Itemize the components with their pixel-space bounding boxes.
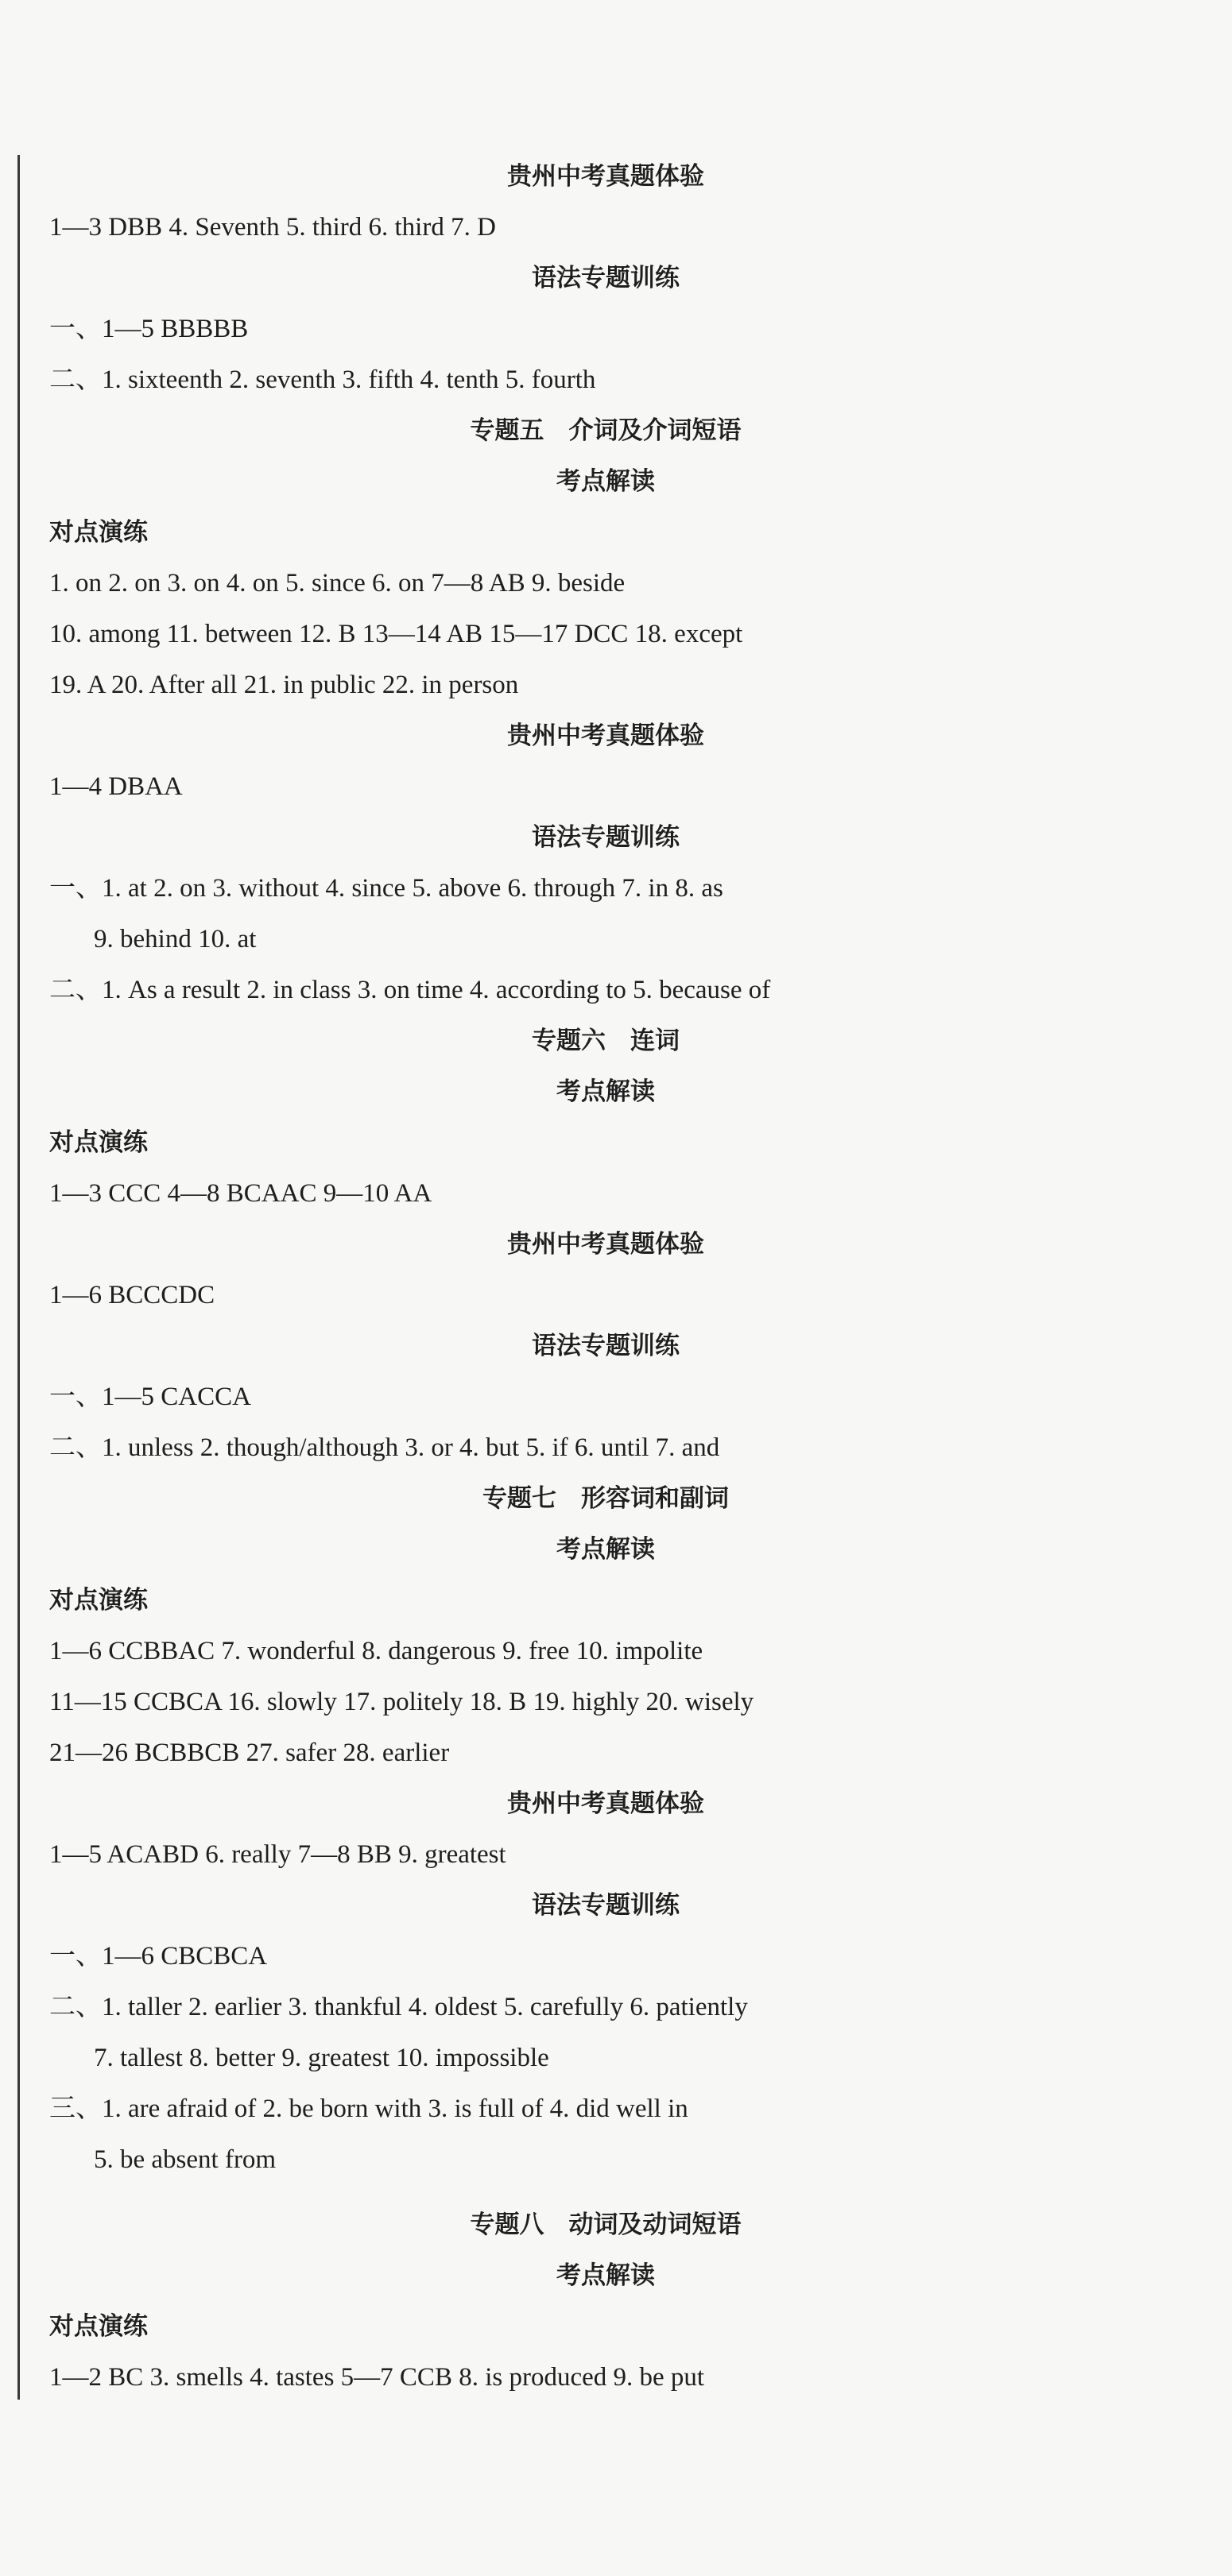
section-heading: 贵州中考真题体验 — [507, 1230, 704, 1259]
answer-line: 1—6 CCBBAC 7. wonderful 8. dangerous 9. free 10. impolite — [49, 1637, 703, 1665]
section-heading: 贵州中考真题体验 — [507, 162, 704, 191]
section-heading: 语法专题训练 — [532, 823, 680, 852]
answer-line: 5. be absent from — [94, 2145, 277, 2174]
section-heading: 贵州中考真题体验 — [507, 721, 704, 750]
section-heading: 专题七 形容词和副词 — [482, 1484, 729, 1513]
subsection-heading: 对点演练 — [49, 1586, 148, 1615]
subsection-heading: 对点演练 — [49, 518, 148, 547]
section-heading: 语法专题训练 — [532, 1891, 680, 1920]
subsection-heading: 对点演练 — [49, 2312, 148, 2341]
subsection-heading: 对点演练 — [49, 1128, 148, 1157]
answer-line: 二、1. As a result 2. in class 3. on time 4. according to 5. because of — [49, 976, 771, 1004]
answer-line: 二、1. sixteenth 2. seventh 3. fifth 4. tenth 5. fourth — [49, 366, 596, 394]
section-heading: 语法专题训练 — [532, 264, 680, 292]
answer-line: 一、1—5 BBBBB — [49, 315, 249, 343]
answer-content — [49, 151, 1162, 2403]
answer-line: 19. A 20. After all 21. in public 22. in person — [49, 671, 519, 699]
answer-line: 二、1. taller 2. earlier 3. thankful 4. oldest 5. carefully 6. patiently — [49, 1993, 748, 2021]
section-heading: 语法专题训练 — [532, 1332, 680, 1360]
answer-line: 11—15 CCBCA 16. slowly 17. politely 18. B 19. highly 20. wisely — [49, 1688, 754, 1716]
left-margin-rule — [17, 155, 20, 2400]
section-heading: 考点解读 — [556, 2261, 655, 2290]
answer-line: 1. on 2. on 3. on 4. on 5. since 6. on 7—8 AB 9. beside — [49, 569, 626, 598]
answer-line: 二、1. unless 2. though/although 3. or 4. but 5. if 6. until 7. and — [49, 1433, 720, 1462]
answer-line: 1—3 CCC 4—8 BCAAC 9—10 AA — [49, 1179, 432, 1208]
answer-line: 一、1—6 CBCBCA — [49, 1942, 268, 1971]
answer-line: 9. behind 10. at — [94, 925, 257, 953]
section-heading: 考点解读 — [556, 467, 655, 496]
answer-line: 1—2 BC 3. smells 4. tastes 5—7 CCB 8. is produced 9. be put — [49, 2363, 705, 2392]
section-heading: 考点解读 — [556, 1535, 655, 1564]
answer-line: 7. tallest 8. better 9. greatest 10. impossible — [94, 2044, 549, 2072]
section-heading: 专题六 连词 — [532, 1027, 680, 1055]
answer-line: 一、1—5 CACCA — [49, 1383, 251, 1411]
answer-line: 1—6 BCCCDC — [49, 1281, 215, 1309]
answer-line: 10. among 11. between 12. B 13—14 AB 15—17 DCC 18. except — [49, 620, 743, 648]
section-heading: 专题五 介词及介词短语 — [470, 416, 742, 445]
section-heading: 专题八 动词及动词短语 — [470, 2210, 742, 2239]
answer-line: 1—3 DBB 4. Seventh 5. third 6. third 7. D — [49, 213, 496, 242]
answer-line: 1—4 DBAA — [49, 772, 183, 801]
answer-line: 一、1. at 2. on 3. without 4. since 5. above 6. through 7. in 8. as — [49, 874, 723, 903]
section-heading: 考点解读 — [556, 1077, 655, 1106]
answer-line: 1—5 ACABD 6. really 7—8 BB 9. greatest — [49, 1840, 506, 1869]
section-heading: 贵州中考真题体验 — [507, 1789, 704, 1818]
answer-line: 三、1. are afraid of 2. be born with 3. is full of 4. did well in — [49, 2094, 688, 2123]
answer-line: 21—26 BCBBCB 27. safer 28. earlier — [49, 1739, 450, 1767]
